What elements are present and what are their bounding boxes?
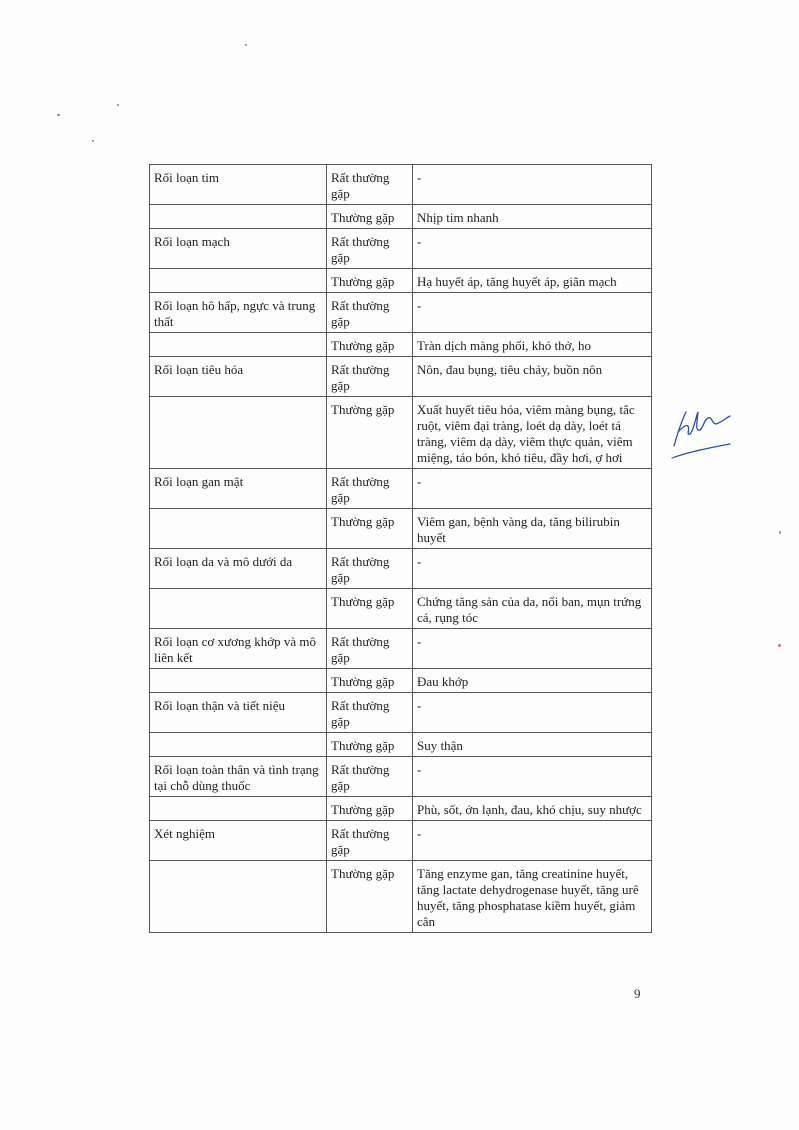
table-row (150, 293, 652, 333)
page-number: 9 (634, 986, 641, 1001)
organ-class-cell: Xét nghiệm (150, 821, 327, 861)
table-row (150, 229, 652, 269)
table-row (150, 733, 652, 757)
reaction-cell: - (413, 549, 652, 589)
frequency-cell: Rất thường gặp (327, 293, 413, 333)
frequency-cell: Rất thường gặp (327, 693, 413, 733)
reaction-cell: Tăng enzyme gan, tăng creatinine huyết, tăng lactate dehydrogenase huyết, tăng urê huyết, tăng phosphatase kiềm huyết, giảm cân (413, 861, 652, 933)
organ-class-cell: Rối loạn toàn thân và tình trạng tại chỗ dùng thuốc (150, 757, 327, 797)
organ-class-cell (150, 397, 327, 469)
table-row (150, 757, 652, 797)
frequency-cell: Thường gặp (327, 397, 413, 469)
frequency-cell: Thường gặp (327, 669, 413, 693)
reaction-cell: Hạ huyết áp, tăng huyết áp, giãn mạch (413, 269, 652, 293)
organ-class-cell (150, 509, 327, 549)
reaction-cell: Xuất huyết tiêu hóa, viêm màng bụng, tắc ruột, viêm đại tràng, loét dạ dày, loét tá tràng, viêm dạ dày, viêm thực quản, viêm miệng, táo bón, khó tiêu, đầy hơi, ợ hơi (413, 397, 652, 469)
table-row (150, 549, 652, 589)
frequency-cell: Thường gặp (327, 797, 413, 821)
scan-speck (57, 114, 60, 116)
frequency-cell: Rất thường gặp (327, 469, 413, 509)
reaction-cell: - (413, 757, 652, 797)
table-row (150, 205, 652, 229)
reaction-cell: - (413, 693, 652, 733)
frequency-cell: Rất thường gặp (327, 629, 413, 669)
frequency-cell: Rất thường gặp (327, 549, 413, 589)
frequency-cell: Thường gặp (327, 861, 413, 933)
scan-speck (779, 531, 781, 534)
organ-class-cell (150, 205, 327, 229)
reaction-cell: Nôn, đau bụng, tiêu chảy, buồn nôn (413, 357, 652, 397)
reaction-cell: - (413, 629, 652, 669)
table-row (150, 165, 652, 205)
table-row (150, 397, 652, 469)
scan-speck (117, 104, 119, 106)
organ-class-cell (150, 797, 327, 821)
table-row (150, 693, 652, 733)
table-row (150, 509, 652, 549)
frequency-cell: Thường gặp (327, 509, 413, 549)
reaction-cell: Đau khớp (413, 669, 652, 693)
table-row (150, 589, 652, 629)
frequency-cell: Thường gặp (327, 269, 413, 293)
reaction-cell: Nhịp tim nhanh (413, 205, 652, 229)
organ-class-cell (150, 269, 327, 293)
organ-class-cell: Rối loạn tim (150, 165, 327, 205)
adverse-reactions-table-body (150, 165, 652, 933)
organ-class-cell (150, 669, 327, 693)
reaction-cell: Phù, sốt, ớn lạnh, đau, khó chịu, suy nhược (413, 797, 652, 821)
reaction-cell: Viêm gan, bệnh vàng da, tăng bilirubin huyết (413, 509, 652, 549)
reaction-cell: Tràn dịch màng phổi, khó thở, ho (413, 333, 652, 357)
table-row (150, 629, 652, 669)
organ-class-cell: Rối loạn cơ xương khớp và mô liên kết (150, 629, 327, 669)
organ-class-cell (150, 333, 327, 357)
table-row (150, 269, 652, 293)
table-row (150, 821, 652, 861)
frequency-cell: Thường gặp (327, 205, 413, 229)
table-row (150, 797, 652, 821)
table-row (150, 357, 652, 397)
frequency-cell: Thường gặp (327, 733, 413, 757)
reaction-cell: - (413, 821, 652, 861)
organ-class-cell (150, 861, 327, 933)
table-row (150, 669, 652, 693)
organ-class-cell: Rối loạn tiêu hóa (150, 357, 327, 397)
organ-class-cell: Rối loạn gan mật (150, 469, 327, 509)
table-row (150, 333, 652, 357)
frequency-cell: Rất thường gặp (327, 357, 413, 397)
scan-speck (245, 44, 247, 46)
organ-class-cell (150, 589, 327, 629)
organ-class-cell: Rối loạn hô hấp, ngực và trung thất (150, 293, 327, 333)
frequency-cell: Thường gặp (327, 589, 413, 629)
reaction-cell: - (413, 293, 652, 333)
signature-icon (668, 402, 738, 466)
organ-class-cell: Rối loạn da và mô dưới da (150, 549, 327, 589)
reaction-cell: Chứng tăng sản của da, nổi ban, mụn trứng cá, rụng tóc (413, 589, 652, 629)
adverse-reactions-table (149, 164, 652, 933)
reaction-cell: Suy thận (413, 733, 652, 757)
reaction-cell: - (413, 165, 652, 205)
organ-class-cell: Rối loạn mạch (150, 229, 327, 269)
frequency-cell: Rất thường gặp (327, 757, 413, 797)
table-row (150, 469, 652, 509)
frequency-cell: Rất thường gặp (327, 165, 413, 205)
scan-speck (778, 644, 781, 647)
reaction-cell: - (413, 229, 652, 269)
reaction-cell: - (413, 469, 652, 509)
frequency-cell: Rất thường gặp (327, 821, 413, 861)
organ-class-cell (150, 733, 327, 757)
organ-class-cell: Rối loạn thận và tiết niệu (150, 693, 327, 733)
frequency-cell: Rất thường gặp (327, 229, 413, 269)
table-row (150, 861, 652, 933)
frequency-cell: Thường gặp (327, 333, 413, 357)
scan-speck (92, 140, 94, 142)
